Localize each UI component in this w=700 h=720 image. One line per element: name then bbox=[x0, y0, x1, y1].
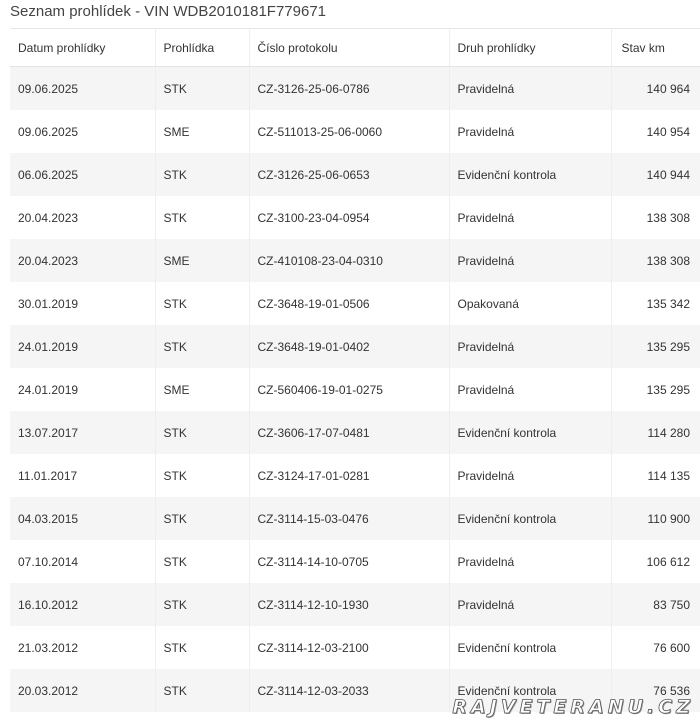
cell-date: 20.04.2023 bbox=[10, 196, 155, 239]
inspection-table-container bbox=[10, 28, 700, 712]
cell-km: 114 135 bbox=[611, 454, 700, 497]
cell-type: SME bbox=[155, 368, 249, 411]
cell-protocol: CZ-3114-12-10-1930 bbox=[249, 583, 449, 626]
table-row bbox=[10, 325, 700, 368]
cell-type: STK bbox=[155, 196, 249, 239]
cell-protocol: CZ-560406-19-01-0275 bbox=[249, 368, 449, 411]
cell-km: 83 750 bbox=[611, 583, 700, 626]
table-row bbox=[10, 583, 700, 626]
cell-kind: Evidenční kontrola bbox=[449, 669, 611, 712]
cell-protocol: CZ-3126-25-06-0653 bbox=[249, 153, 449, 196]
cell-date: 20.04.2023 bbox=[10, 239, 155, 282]
cell-kind: Opakovaná bbox=[449, 282, 611, 325]
cell-kind: Pravidelná bbox=[449, 110, 611, 153]
table-row bbox=[10, 626, 700, 669]
page-title: Seznam prohlídek - VIN WDB2010181F779671 bbox=[10, 3, 327, 20]
table-row bbox=[10, 454, 700, 497]
cell-km: 135 295 bbox=[611, 368, 700, 411]
header-km: Stav km bbox=[611, 29, 700, 67]
cell-protocol: CZ-3126-25-06-0786 bbox=[249, 67, 449, 111]
cell-type: STK bbox=[155, 67, 249, 111]
cell-date: 20.03.2012 bbox=[10, 669, 155, 712]
cell-kind: Evidenční kontrola bbox=[449, 153, 611, 196]
cell-date: 24.01.2019 bbox=[10, 325, 155, 368]
table-row bbox=[10, 282, 700, 325]
cell-date: 09.06.2025 bbox=[10, 67, 155, 111]
cell-type: STK bbox=[155, 626, 249, 669]
table-row bbox=[10, 540, 700, 583]
table-row bbox=[10, 67, 700, 111]
table-row bbox=[10, 153, 700, 196]
cell-date: 11.01.2017 bbox=[10, 454, 155, 497]
cell-type: STK bbox=[155, 153, 249, 196]
cell-protocol: CZ-3124-17-01-0281 bbox=[249, 454, 449, 497]
cell-kind: Pravidelná bbox=[449, 67, 611, 111]
cell-date: 06.06.2025 bbox=[10, 153, 155, 196]
cell-protocol: CZ-3648-19-01-0402 bbox=[249, 325, 449, 368]
cell-date: 30.01.2019 bbox=[10, 282, 155, 325]
cell-type: STK bbox=[155, 583, 249, 626]
table-row bbox=[10, 497, 700, 540]
cell-type: STK bbox=[155, 325, 249, 368]
cell-date: 04.03.2015 bbox=[10, 497, 155, 540]
cell-km: 140 964 bbox=[611, 67, 700, 111]
cell-kind: Evidenční kontrola bbox=[449, 626, 611, 669]
header-row bbox=[10, 29, 700, 67]
cell-km: 138 308 bbox=[611, 239, 700, 282]
cell-protocol: CZ-3100-23-04-0954 bbox=[249, 196, 449, 239]
cell-date: 24.01.2019 bbox=[10, 368, 155, 411]
table-row bbox=[10, 110, 700, 153]
cell-protocol: CZ-3648-19-01-0506 bbox=[249, 282, 449, 325]
cell-kind: Evidenční kontrola bbox=[449, 411, 611, 454]
cell-protocol: CZ-3114-12-03-2100 bbox=[249, 626, 449, 669]
cell-type: STK bbox=[155, 454, 249, 497]
cell-type: STK bbox=[155, 282, 249, 325]
cell-kind: Pravidelná bbox=[449, 325, 611, 368]
cell-km: 106 612 bbox=[611, 540, 700, 583]
cell-date: 21.03.2012 bbox=[10, 626, 155, 669]
cell-protocol: CZ-3114-12-03-2033 bbox=[249, 669, 449, 712]
cell-km: 110 900 bbox=[611, 497, 700, 540]
cell-km: 135 342 bbox=[611, 282, 700, 325]
cell-kind: Pravidelná bbox=[449, 368, 611, 411]
cell-type: STK bbox=[155, 497, 249, 540]
header-type: Prohlídka bbox=[155, 29, 249, 67]
cell-kind: Evidenční kontrola bbox=[449, 497, 611, 540]
cell-type: STK bbox=[155, 411, 249, 454]
table-row bbox=[10, 196, 700, 239]
cell-protocol: CZ-3114-14-10-0705 bbox=[249, 540, 449, 583]
cell-type: STK bbox=[155, 540, 249, 583]
cell-km: 140 954 bbox=[611, 110, 700, 153]
cell-date: 16.10.2012 bbox=[10, 583, 155, 626]
cell-protocol: CZ-410108-23-04-0310 bbox=[249, 239, 449, 282]
cell-kind: Pravidelná bbox=[449, 540, 611, 583]
cell-km: 135 295 bbox=[611, 325, 700, 368]
cell-km: 76 536 bbox=[611, 669, 700, 712]
cell-date: 07.10.2014 bbox=[10, 540, 155, 583]
cell-protocol: CZ-511013-25-06-0060 bbox=[249, 110, 449, 153]
cell-kind: Pravidelná bbox=[449, 196, 611, 239]
cell-protocol: CZ-3606-17-07-0481 bbox=[249, 411, 449, 454]
watermark-logo: RAJVETERANU.CZ bbox=[452, 696, 694, 718]
cell-date: 13.07.2017 bbox=[10, 411, 155, 454]
table-header bbox=[10, 29, 700, 67]
cell-kind: Pravidelná bbox=[449, 239, 611, 282]
cell-km: 140 944 bbox=[611, 153, 700, 196]
cell-type: SME bbox=[155, 110, 249, 153]
cell-km: 76 600 bbox=[611, 626, 700, 669]
table-body bbox=[10, 67, 700, 713]
cell-date: 09.06.2025 bbox=[10, 110, 155, 153]
inspection-table bbox=[10, 29, 700, 712]
table-row bbox=[10, 239, 700, 282]
cell-protocol: CZ-3114-15-03-0476 bbox=[249, 497, 449, 540]
cell-type: STK bbox=[155, 669, 249, 712]
table-row bbox=[10, 368, 700, 411]
cell-km: 114 280 bbox=[611, 411, 700, 454]
header-date: Datum prohlídky bbox=[10, 29, 155, 67]
cell-kind: Pravidelná bbox=[449, 454, 611, 497]
cell-km: 138 308 bbox=[611, 196, 700, 239]
table-row bbox=[10, 411, 700, 454]
cell-type: SME bbox=[155, 239, 249, 282]
header-kind: Druh prohlídky bbox=[449, 29, 611, 67]
cell-kind: Pravidelná bbox=[449, 583, 611, 626]
header-protocol: Číslo protokolu bbox=[249, 29, 449, 67]
